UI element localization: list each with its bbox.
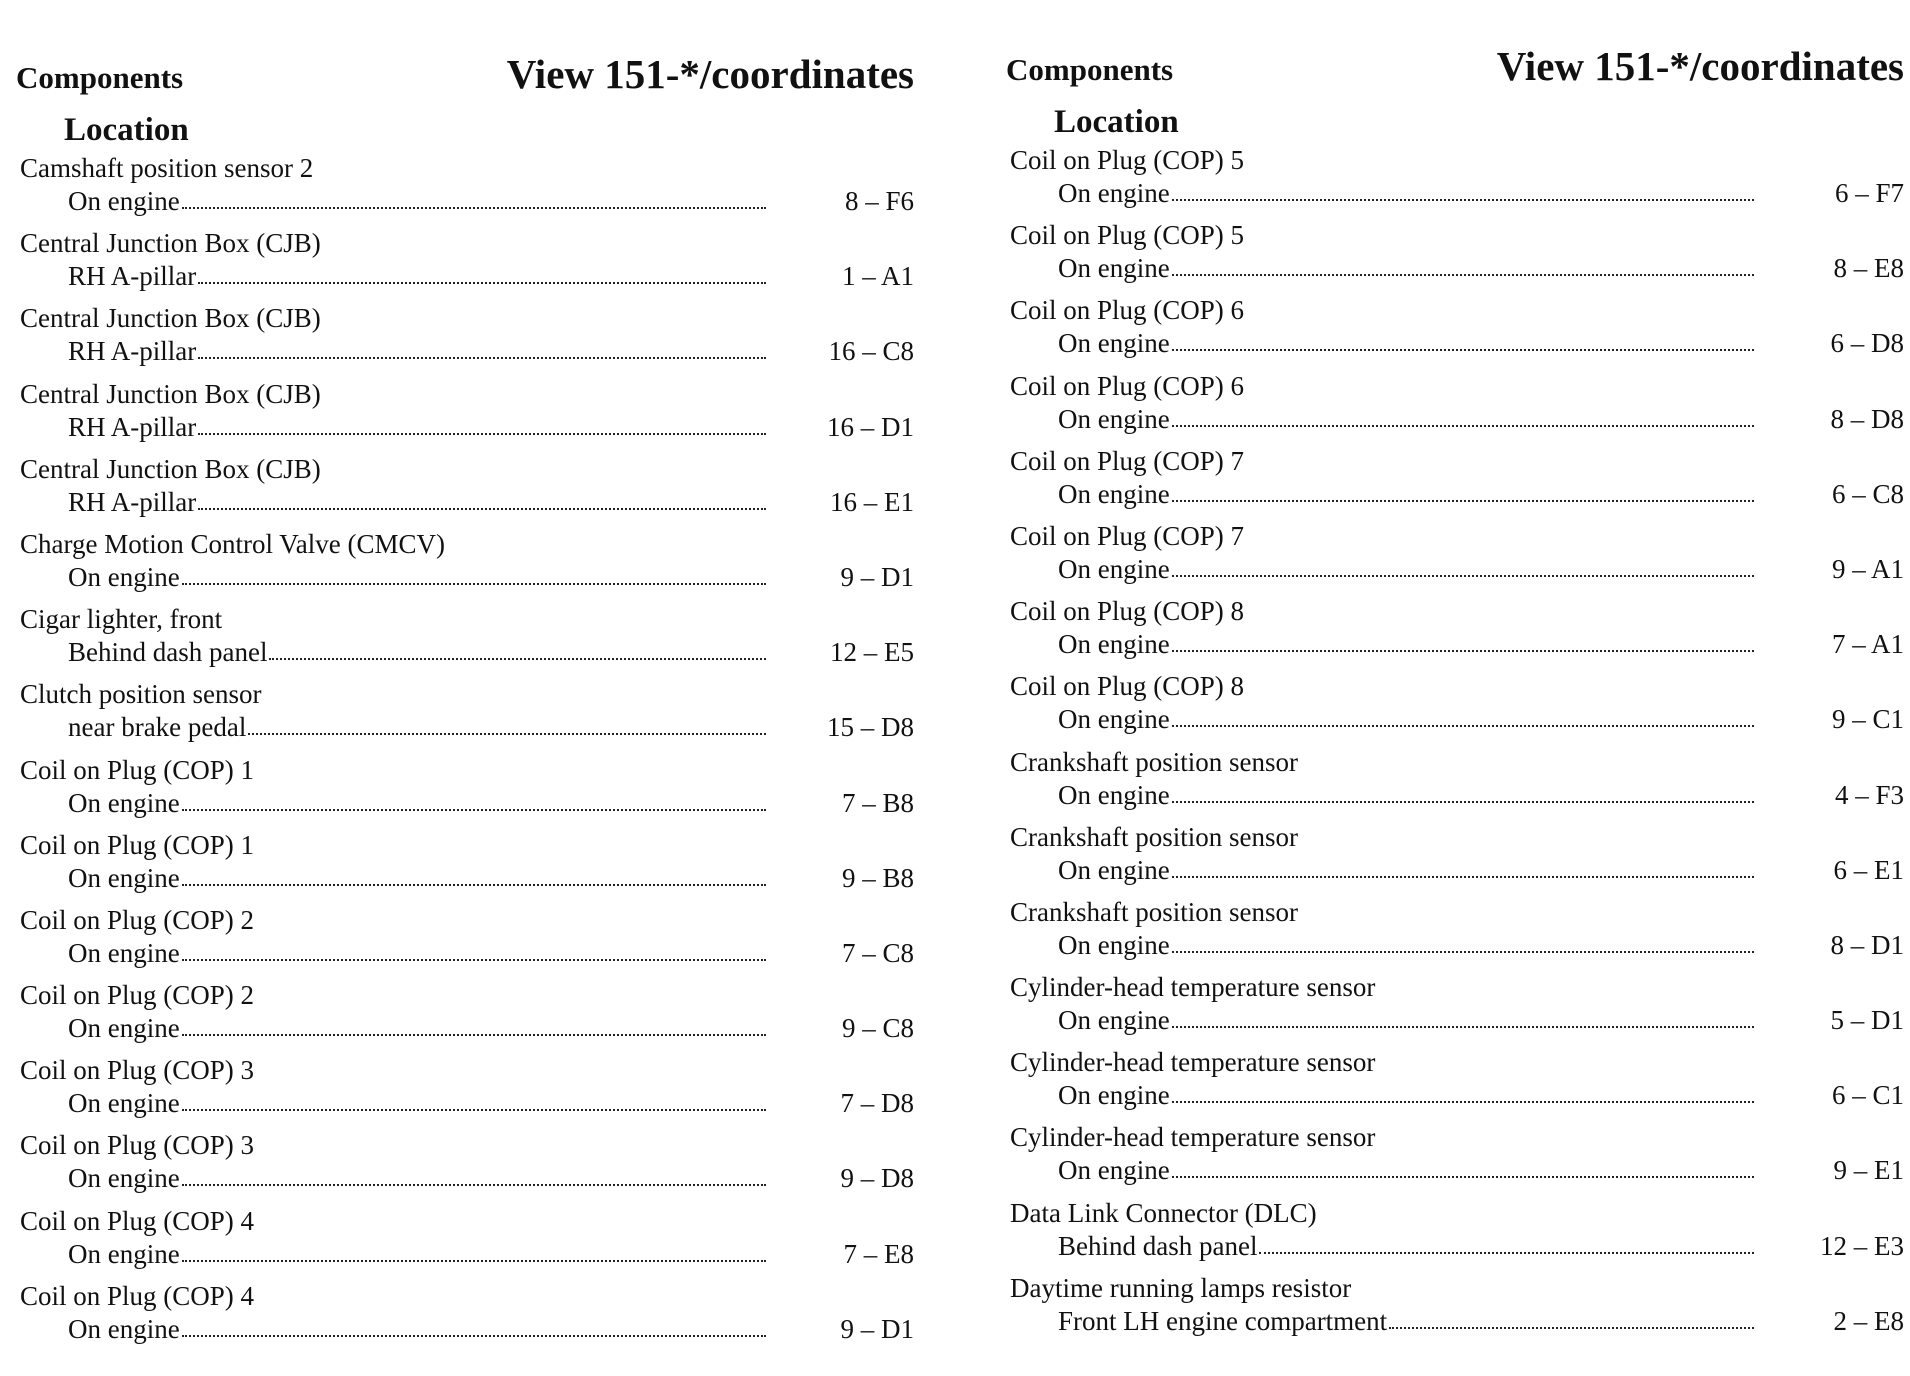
location-line [1058,404,1904,438]
component-location: On engine [1058,1155,1170,1186]
component-entry [14,679,914,754]
location-heading: Location [64,112,189,148]
component-location: On engine [1058,629,1170,660]
component-entry [1004,822,1904,897]
view-coordinate: 9 – D1 [840,561,914,592]
location-line [68,412,914,446]
component-entry [1004,1198,1904,1273]
component-entry [1004,295,1904,370]
component-name: Coil on Plug (COP) 5 [1010,145,1245,175]
location-line [1058,855,1904,889]
view-coordinate: 7 – D8 [840,1088,914,1119]
view-coordinate: 8 – D1 [1830,929,1904,960]
location-line [68,1314,914,1348]
component-location: RH A-pillar [68,411,197,442]
location-line [1058,178,1904,212]
view-coordinate: 16 – E1 [830,486,914,517]
component-entry [1004,446,1904,521]
component-name: Central Junction Box (CJB) [20,378,321,409]
view-coordinate: 7 – C8 [841,937,914,968]
component-entry [1004,671,1904,746]
left-column [14,0,914,1376]
component-entry [1004,972,1904,1047]
component-name: Central Junction Box (CJB) [20,303,321,334]
component-location: On engine [68,937,180,968]
component-entry [14,153,914,228]
location-line [68,1239,914,1273]
component-entry [14,529,914,604]
component-entry [1004,1273,1904,1348]
location-line [68,863,914,897]
component-name: Coil on Plug (COP) 7 [1010,445,1245,476]
view-coordinate: 15 – D8 [827,712,914,743]
component-location: On engine [68,561,180,592]
dot-leader [182,1260,766,1262]
component-entry [14,303,914,378]
component-name: Coil on Plug (COP) 8 [1010,671,1245,702]
component-location: On engine [1058,704,1170,735]
dot-leader [1172,951,1754,953]
dot-leader [182,583,766,585]
component-name: Coil on Plug (COP) 2 [20,904,255,935]
view-coordinate: 12 – E3 [1820,1230,1904,1261]
component-location: RH A-pillar [68,336,197,367]
component-name: Coil on Plug (COP) 5 [1010,220,1245,251]
component-location: near brake pedal [68,712,247,743]
location-line [68,186,914,220]
view-coordinate: 2 – E8 [1833,1305,1904,1336]
location-line [1058,253,1904,287]
view-coordinate: 7 – B8 [841,787,914,818]
component-name: Crankshaft position sensor [1010,896,1298,927]
view-coordinate: 9 – A1 [1831,553,1904,584]
component-location: On engine [68,1088,180,1119]
location-line [68,1013,914,1047]
location-line [1058,780,1904,814]
component-name: Coil on Plug (COP) 3 [20,1055,255,1086]
component-name: Cigar lighter, front [20,604,223,635]
view-coordinates-heading: View 151-*/coordinates [506,51,914,97]
component-entry [14,755,914,830]
component-name: Data Link Connector (DLC) [1010,1197,1317,1228]
dot-leader [248,733,766,735]
component-entry [14,604,914,679]
component-name: Coil on Plug (COP) 7 [1010,520,1245,551]
location-line [68,1163,914,1197]
view-coordinate: 9 – B8 [841,862,914,893]
dot-leader [182,1184,766,1186]
component-location: On engine [1058,779,1170,810]
dot-leader [198,433,766,435]
component-entry [14,379,914,454]
component-entry [1004,220,1904,295]
location-line [1058,1155,1904,1189]
dot-leader [182,207,766,209]
component-location: On engine [1058,929,1170,960]
component-location: On engine [1058,253,1170,284]
component-entry [14,1206,914,1281]
dot-leader [182,809,766,811]
dot-leader [182,1335,766,1337]
view-coordinate: 1 – A1 [841,261,914,292]
dot-leader [198,357,766,359]
component-location: On engine [1058,553,1170,584]
component-location: RH A-pillar [68,486,197,517]
dot-leader [1172,725,1754,727]
component-location: On engine [68,1313,180,1344]
right-column-header [1004,40,1904,140]
location-line [1058,704,1904,738]
dot-leader [1172,1101,1754,1103]
component-location: On engine [1058,478,1170,509]
component-name: Coil on Plug (COP) 6 [1010,370,1245,401]
dot-leader [1172,425,1754,427]
dot-leader [269,658,766,660]
dot-leader [182,1109,766,1111]
location-line [1058,1005,1904,1039]
location-heading: Location [1054,104,1179,140]
component-entry [1004,747,1904,822]
dot-leader [1172,575,1754,577]
component-name: Cylinder-head temperature sensor [1010,972,1376,1003]
dot-leader [1172,650,1754,652]
component-name: Central Junction Box (CJB) [20,453,321,484]
location-line [1058,1231,1904,1265]
components-heading: Components [1006,52,1174,87]
dot-leader [1172,199,1754,201]
right-column [1004,0,1904,1368]
view-coordinate: 8 – D8 [1830,403,1904,434]
view-coordinate: 8 – E8 [1833,253,1904,284]
view-coordinate: 12 – E5 [830,637,914,668]
location-line [68,1088,914,1122]
component-name: Coil on Plug (COP) 8 [1010,596,1245,627]
location-line [68,336,914,370]
component-name: Coil on Plug (COP) 4 [20,1280,255,1311]
location-line [68,637,914,671]
view-coordinate: 6 – D8 [1830,328,1904,359]
component-name: Central Junction Box (CJB) [20,228,321,259]
view-coordinate: 9 – E1 [1833,1155,1904,1186]
view-coordinate: 9 – C8 [841,1013,914,1044]
dot-leader [1172,274,1754,276]
dot-leader [1172,876,1754,878]
view-coordinate: 6 – E1 [1833,854,1904,885]
dot-leader [182,884,766,886]
location-line [1058,1080,1904,1114]
location-line [1058,479,1904,513]
dot-leader [1172,801,1754,803]
dot-leader [1172,349,1754,351]
dot-leader [1259,1252,1754,1254]
left-column-header [14,48,914,148]
component-name: Coil on Plug (COP) 4 [20,1205,255,1236]
view-coordinate: 8 – F6 [844,186,914,216]
dot-leader [198,282,766,284]
component-name: Daytime running lamps resistor [1010,1272,1352,1303]
component-entry [14,1281,914,1356]
view-coordinates-heading: View 151-*/coordinates [1496,43,1904,89]
location-line [68,788,914,822]
component-name: Coil on Plug (COP) 6 [1010,295,1245,326]
location-line [68,487,914,521]
component-entry [1004,1122,1904,1197]
component-entry [1004,521,1904,596]
dot-leader [1172,500,1754,502]
component-name: Coil on Plug (COP) 1 [20,754,255,785]
component-name: Charge Motion Control Valve (CMCV) [20,528,445,559]
component-location: On engine [1058,328,1170,359]
component-entry [1004,897,1904,972]
location-line [68,938,914,972]
view-coordinate: 6 – F7 [1834,178,1904,208]
view-coordinate: 16 – C8 [828,336,914,367]
location-line [1058,328,1904,362]
view-coordinate: 5 – D1 [1830,1005,1904,1036]
component-entry [1004,145,1904,220]
view-coordinate: 6 – C8 [1831,478,1904,509]
view-coordinate: 7 – E8 [843,1238,914,1269]
component-location: On engine [1058,854,1170,885]
view-coordinate: 7 – A1 [1831,629,1904,660]
component-name: Cylinder-head temperature sensor [1010,1122,1376,1153]
dot-leader [198,508,766,510]
right-entry-list [1004,145,1904,1348]
component-name: Crankshaft position sensor [1010,821,1298,852]
components-heading: Components [16,60,184,95]
component-location: On engine [68,1163,180,1194]
view-coordinate: 9 – C1 [1831,704,1904,735]
component-name: Crankshaft position sensor [1010,746,1298,777]
view-coordinate: 9 – D8 [840,1163,914,1194]
component-location: On engine [68,1238,180,1269]
location-line [68,562,914,596]
component-location: Behind dash panel [68,637,268,668]
component-location: On engine [1058,1005,1170,1036]
component-name: Coil on Plug (COP) 2 [20,980,255,1011]
component-entry [14,980,914,1055]
location-line [68,712,914,746]
location-line [1058,1306,1904,1340]
location-line [68,261,914,295]
component-location: On engine [68,787,180,818]
component-location: On engine [68,862,180,893]
location-line [1058,930,1904,964]
component-entry [14,454,914,529]
component-name: Cylinder-head temperature sensor [1010,1047,1376,1078]
component-location: On engine [1058,403,1170,434]
location-line [1058,554,1904,588]
component-name: Coil on Plug (COP) 1 [20,829,255,860]
dot-leader [182,1034,766,1036]
view-coordinate: 6 – C1 [1831,1080,1904,1111]
component-location: On engine [68,186,180,216]
component-entry [1004,371,1904,446]
location-line [1058,629,1904,663]
dot-leader [1172,1176,1754,1178]
view-coordinate: 9 – D1 [840,1313,914,1344]
component-location: Front LH engine compartment [1058,1305,1388,1336]
component-location: Behind dash panel [1058,1230,1258,1261]
component-entry [14,228,914,303]
component-location: RH A-pillar [68,261,197,292]
dot-leader [1172,1026,1754,1028]
component-entry [14,1130,914,1205]
view-coordinate: 16 – D1 [827,411,914,442]
view-coordinate: 4 – F3 [1834,779,1904,810]
component-location: On engine [1058,178,1170,208]
component-entry [1004,596,1904,671]
component-entry [14,905,914,980]
dot-leader [182,959,766,961]
component-name: Coil on Plug (COP) 3 [20,1130,255,1161]
component-location: On engine [68,1013,180,1044]
left-entry-list [14,153,914,1356]
component-location: On engine [1058,1080,1170,1111]
dot-leader [1389,1327,1754,1329]
component-entry [14,1055,914,1130]
component-entry [1004,1047,1904,1122]
component-entry [14,830,914,905]
component-name: Camshaft position sensor 2 [20,153,314,183]
component-name: Clutch position sensor [20,679,262,710]
